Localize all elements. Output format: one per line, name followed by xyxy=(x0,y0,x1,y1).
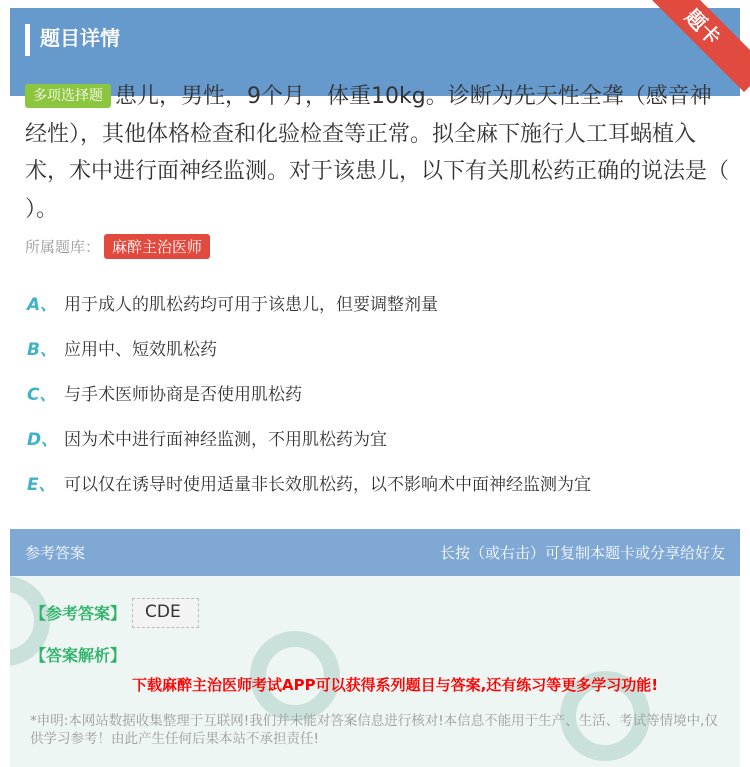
header-accent-bar xyxy=(25,24,30,56)
option-text: 应用中、短效肌松药 xyxy=(64,340,217,360)
option-d[interactable] xyxy=(27,425,387,450)
question-type-badge: 多项选择题 xyxy=(25,84,111,108)
option-letter: E、 xyxy=(27,475,56,495)
answer-value: CDE xyxy=(132,598,199,628)
option-b[interactable] xyxy=(27,335,217,360)
library-badge[interactable]: 麻醉主治医师 xyxy=(104,234,210,259)
app-download-link[interactable]: 下载麻醉主治医师考试APP可以获得系列题目与答案,还有练习等更多学习功能! xyxy=(132,676,659,694)
answer-section-title: 参考答案 xyxy=(25,544,86,562)
answer-header xyxy=(10,529,740,576)
option-c[interactable] xyxy=(27,380,302,405)
option-e[interactable] xyxy=(27,470,591,495)
option-text: 可以仅在诱导时使用适量非长效肌松药，以不影响术中面神经监测为宜 xyxy=(64,475,591,495)
question-card-ribbon[interactable]: 题卡 xyxy=(650,0,750,92)
option-text: 与手术医师协商是否使用肌松药 xyxy=(64,385,302,405)
answer-body xyxy=(10,576,740,767)
question-text-block xyxy=(25,78,730,228)
option-letter: A、 xyxy=(27,295,58,315)
answer-label: 【参考答案】 xyxy=(30,604,127,623)
library-label: 所属题库： xyxy=(25,238,101,256)
option-letter: B、 xyxy=(27,340,57,360)
question-library xyxy=(25,234,210,259)
page-title: 题目详情 xyxy=(40,26,120,50)
option-a[interactable] xyxy=(27,290,438,315)
disclaimer: *申明:本网站数据收集整理于互联网!我们并未能对答案信息进行核对!本信息不能用于生产、生活、考试等情境中,仅供学习参考！由此产生任何后果本站不承担责任! xyxy=(30,713,718,747)
option-letter: C、 xyxy=(27,385,57,405)
question-text: 患儿，男性，9个月，体重10kg。诊断为先天性全聋（感音神经性），其他体格检查和化验检查等正常。拟全麻下施行人工耳蜗植入术，术中进行面神经监测。对于该患儿，以下有关肌松药正确的说法是（ ）。 xyxy=(25,84,730,222)
option-letter: D、 xyxy=(27,430,59,450)
share-hint: 长按（或右击）可复制本题卡或分享给好友 xyxy=(439,544,725,562)
analysis-label: 【答案解析】 xyxy=(30,646,127,665)
option-text: 用于成人的肌松药均可用于该患儿，但要调整剂量 xyxy=(64,295,438,315)
option-text: 因为术中进行面神经监测，不用肌松药为宜 xyxy=(64,430,387,450)
